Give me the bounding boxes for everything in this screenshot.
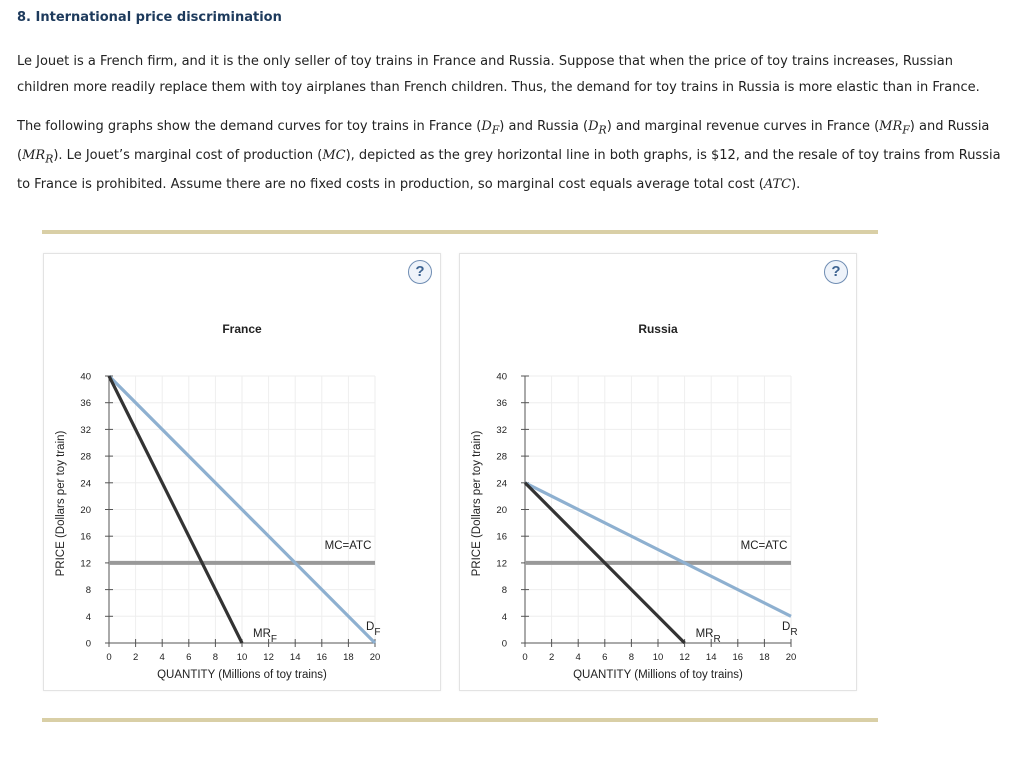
x-tick-label: 8: [628, 652, 635, 663]
x-axis-title: QUANTITY (Millions of toy trains): [573, 669, 743, 681]
y-tick-label: 20: [80, 505, 91, 516]
y-tick-label: 24: [80, 478, 91, 490]
y-tick-label: 32: [80, 424, 91, 436]
graph-description-paragraph: The following graphs show the demand curves for toy trains in France $(D_F)$ and Russia $(D_R)$ and marginal revenue curves in France $(MR_F)$ and Russia $(MR_R)$. Le Jouet’s marginal cost of production (MC), depicted as the grey horizontal line in both graphs, is $12, and the resale of toy trains from Russia to France is prohibited. Assume there are no fixed costs in production, so marginal cost equals average total cost (ATC).: [17, 119, 1001, 193]
y-tick-label: 20: [496, 505, 507, 516]
y-axis-title: PRICE (Dollars per toy train): [55, 430, 67, 577]
x-tick-label: 6: [602, 652, 608, 663]
help-icon[interactable]: ?: [408, 260, 432, 284]
x-tick-label: 0: [106, 652, 112, 663]
x-tick-label: 10: [236, 652, 248, 663]
y-tick-label: 32: [496, 424, 507, 436]
x-tick-label: 14: [289, 652, 301, 663]
y-tick-label: 12: [496, 558, 507, 570]
intro-paragraph: Le Jouet is a French firm, and it is the only seller of toy trains in France and Russia. Suppose that when the price of toy trains increases, Russian children more readily replace them with toy airplanes than French children. Thus, the demand for toy trains in Russia is more elastic than in France.: [17, 54, 980, 95]
x-tick-label: 16: [732, 652, 744, 663]
france-chart: [44, 254, 440, 690]
russia-chart-title: Russia: [638, 322, 678, 336]
series-label-d-f: DF: [366, 621, 381, 638]
series-label-mr-r: MRR: [695, 628, 721, 645]
y-tick-label: 40: [80, 371, 91, 383]
y-tick-label: 0: [85, 638, 91, 650]
series-label-mc-atc: MC=ATC: [324, 539, 372, 552]
x-tick-label: 4: [159, 652, 165, 663]
question-heading: 8. International price discrimination: [17, 10, 282, 25]
y-tick-label: 40: [496, 371, 507, 383]
x-tick-label: 4: [575, 652, 581, 663]
x-tick-label: 12: [263, 652, 274, 663]
y-tick-label: 16: [80, 531, 91, 543]
x-axis-title: QUANTITY (Millions of toy trains): [157, 669, 327, 681]
russia-graph-panel: [459, 253, 857, 691]
y-tick-label: 16: [496, 531, 507, 543]
x-tick-label: 8: [212, 652, 219, 663]
x-tick-label: 2: [548, 652, 555, 663]
y-tick-label: 8: [501, 585, 507, 597]
y-tick-label: 28: [80, 451, 91, 463]
x-tick-label: 0: [522, 652, 528, 663]
x-tick-label: 2: [132, 652, 139, 663]
y-tick-label: 4: [85, 611, 91, 623]
divider-bottom: [42, 718, 878, 722]
y-tick-label: 36: [496, 398, 507, 410]
x-tick-label: 20: [369, 652, 381, 663]
y-tick-label: 12: [80, 558, 91, 570]
y-tick-label: 0: [501, 638, 507, 650]
y-tick-label: 8: [85, 585, 91, 597]
x-tick-label: 10: [652, 652, 664, 663]
russia-chart: [460, 254, 856, 690]
y-tick-label: 24: [496, 478, 507, 490]
series-label-mc-atc: MC=ATC: [740, 539, 788, 552]
x-tick-label: 18: [343, 652, 354, 663]
x-tick-label: 12: [679, 652, 690, 663]
y-tick-label: 4: [501, 611, 507, 623]
france-chart-title: France: [222, 322, 262, 336]
help-icon[interactable]: ?: [824, 260, 848, 284]
series-label-d-r: DR: [782, 621, 798, 638]
y-tick-label: 36: [80, 398, 91, 410]
divider-top: [42, 230, 878, 234]
series-label-mr-f: MRF: [253, 628, 277, 645]
y-tick-label: 28: [496, 451, 507, 463]
france-graph-panel: [43, 253, 441, 691]
x-tick-label: 6: [186, 652, 192, 663]
x-tick-label: 16: [316, 652, 328, 663]
x-tick-label: 20: [785, 652, 797, 663]
x-tick-label: 14: [705, 652, 717, 663]
x-tick-label: 18: [759, 652, 770, 663]
y-axis-title: PRICE (Dollars per toy train): [471, 430, 483, 577]
